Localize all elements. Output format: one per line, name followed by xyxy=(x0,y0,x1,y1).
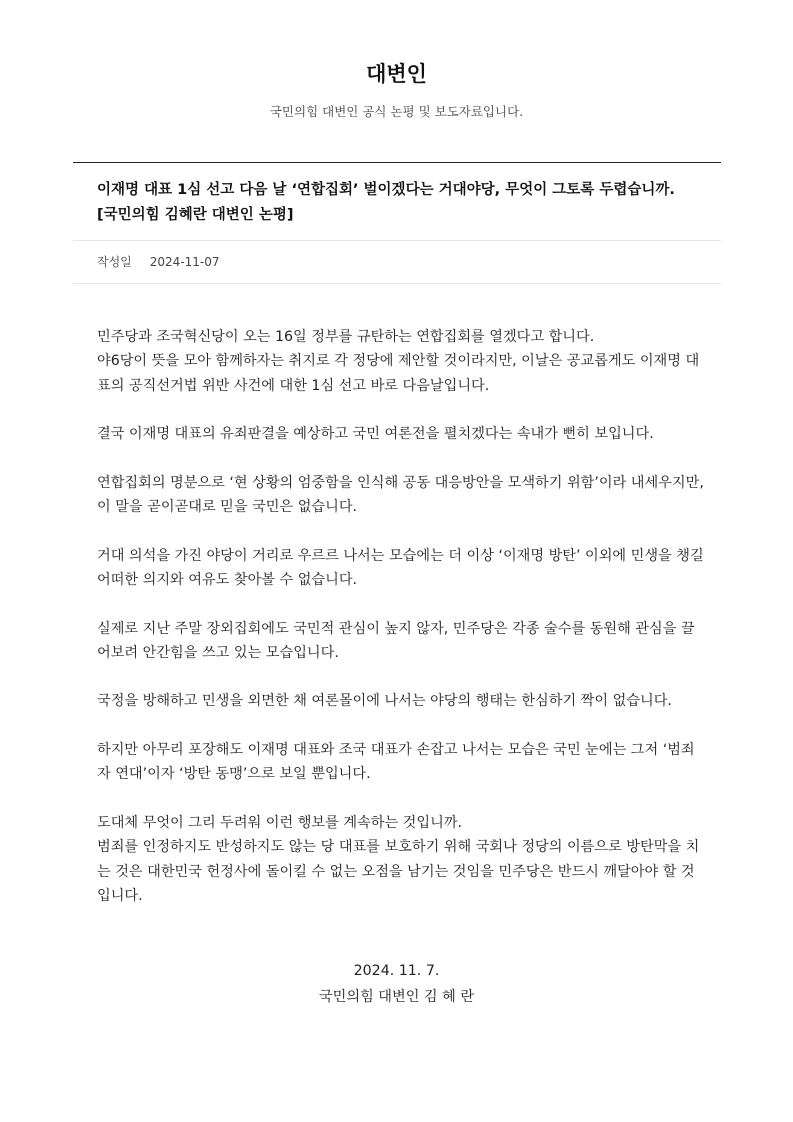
page-title: 대변인 xyxy=(366,62,427,86)
header-divider xyxy=(73,162,721,163)
signature-author: 국민의힘 대변인 김 혜 란 xyxy=(318,989,475,1005)
body-paragraph-3: 연합집회의 명분으로 ‘현 상황의 엄중함을 인식해 공동 대응방안을 모색하기 위함’이라 내세우지만, 이 말을 곧이곧대로 믿을 국민은 없습니다. xyxy=(97,474,704,516)
body-paragraph-6: 국정을 방해하고 민생을 외면한 채 여론몰이에 나서는 야당의 행태는 한심하기 짝이 없습니다. xyxy=(97,693,672,710)
meta-date-value: 2024-11-07 xyxy=(149,255,220,269)
post-meta xyxy=(97,252,220,272)
body-paragraph-4: 거대 의석을 가진 야당이 거리로 우르르 나서는 모습에는 더 이상 ‘이재명 방탄’ 이외에 민생을 챙길 어떠한 의지와 여유도 찾아볼 수 없습니다. xyxy=(97,547,704,588)
body-line: 범죄를 인정하지도 반성하지도 않는 당 대표를 보호하기 위해 국회나 정당의 이름으로 방탄막을 치는 것은 대한민국 헌정사에 돌이킬 수 없는 오점을 남기는 것임을 민주당은 반드시 깨달아야 할 것입니다. xyxy=(97,839,700,904)
body-paragraph-1 xyxy=(97,325,707,398)
meta-date-label: 작성일 xyxy=(97,255,132,269)
body-line: 도대체 무엇이 그리 두려워 이런 행보를 계속하는 것입니까. xyxy=(97,814,463,831)
post-body xyxy=(97,325,707,932)
meta-divider xyxy=(73,283,721,284)
body-paragraph-7: 하지만 아무리 포장해도 이재명 대표와 조국 대표가 손잡고 나서는 모습은 국민 눈에는 그저 ‘범죄자 연대’이자 ‘방탄 동맹’으로 보일 뿐입니다. xyxy=(97,742,695,783)
title-divider xyxy=(73,240,721,241)
body-line: 야6당이 뜻을 모아 함께하자는 취지로 각 정당에 제안할 것이라지만, 이날은 공교롭게도 이재명 대표의 공직선거법 위반 사건에 대한 1심 선고 바로 다음날입니다. xyxy=(97,353,700,394)
body-paragraph-2: 결국 이재명 대표의 유죄판결을 예상하고 국민 여론전을 펼치겠다는 속내가 뻔히 보입니다. xyxy=(97,426,654,443)
signature-date: 2024. 11. 7. xyxy=(353,963,440,979)
signature-block xyxy=(0,958,793,1010)
body-line: 민주당과 조국혁신당이 오는 16일 정부를 규탄하는 연합집회를 열겠다고 합니다. xyxy=(97,329,595,345)
post-title: 이재명 대표 1심 선고 다음 날 ‘연합집회’ 벌이겠다는 거대야당, 무엇이 그토록 두렵습니까. [국민의힘 김혜란 대변인 논평] xyxy=(97,182,675,223)
body-paragraph-8 xyxy=(97,811,707,908)
page-subtitle: 국민의힘 대변인 공식 논평 및 보도자료입니다. xyxy=(269,104,524,119)
body-paragraph-5: 실제로 지난 주말 장외집회에도 국민적 관심이 높지 않자, 민주당은 각종 술수를 동원해 관심을 끌어보려 안간힘을 쓰고 있는 모습입니다. xyxy=(97,620,695,661)
